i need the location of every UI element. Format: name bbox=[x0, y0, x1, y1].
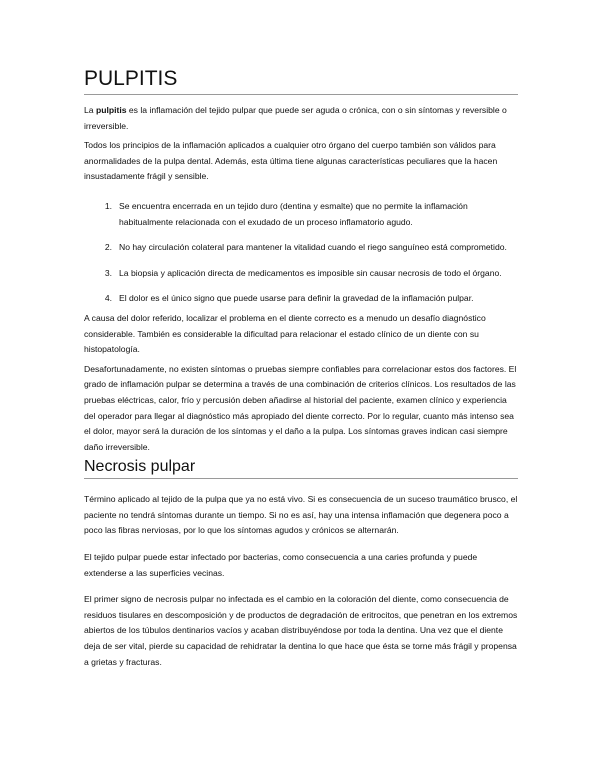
list-item bbox=[84, 266, 518, 282]
list-item bbox=[84, 291, 518, 307]
list-item-text: No hay circulación colateral para mantener la vitalidad cuando el riego sanguíneo está comprometido. bbox=[119, 242, 507, 253]
list-item-number: 4. bbox=[104, 293, 112, 304]
list-item-text: Se encuentra encerrada en un tejido duro (dentina y esmalte) que no permite la inflamación habitualmente relacionada con el exudado de un proceso inflamatorio agudo. bbox=[119, 200, 468, 227]
list-item-number: 3. bbox=[104, 267, 112, 278]
principles-paragraph: Todos los principios de la inflamación aplicados a cualquier otro órgano del cuerpo también son válidos para anormalidades de la pulpa dental. Además, esta última tiene algunas características peculiares que la hacen insustadamente frágil y sensible. bbox=[84, 140, 498, 182]
intro-bold-term: pulpitis bbox=[95, 105, 127, 115]
pain-paragraph: A causa del dolor referido, localizar el problema en el diente correcto es a menudo un desafío diagnóstico considerable. También es considerable la dificultad para relacionar el estado clínico de un diente con su histopatología. bbox=[84, 312, 486, 355]
intro-paragraph bbox=[84, 103, 518, 134]
intro-prefix: La bbox=[84, 105, 96, 115]
list-item-text: La biopsia y aplicación directa de medicamentos es imposible sin causar necrosis de todo el órgano. bbox=[119, 267, 502, 278]
intro-rest: es la inflamación del tejido pulpar que puede ser aguda o crónica, con o sin síntomas y reversible o irreversible. bbox=[84, 105, 507, 131]
document-page bbox=[84, 66, 518, 670]
list-item-text: El dolor es el único signo que puede usarse para definir la gravedad de la inflamación pulpar. bbox=[119, 293, 474, 304]
tests-paragraph: Desafortunadamente, no existen síntomas o pruebas siempre confiables para correlacionar estos dos factores. El grado de inflamación pulpar se determina a través de una combinación de criterios clínicos. Los resultados de las pruebas eléctricas, calor, frío y percusión deben añadirse al historial del paciente, examen clínico y experiencia del operador para llegar al diagnóstico más apropiado del diente correcto. Por lo regular, cuanto más intenso sea el dolor, mayor será la duración de los síntomas y el daño a la pulpa. Los síntomas graves indican casi siempre daño irreversible. bbox=[84, 363, 517, 452]
characteristics-list bbox=[84, 199, 518, 307]
necrosis-definition-paragraph: Término aplicado al tejido de la pulpa que ya no está vivo. Si es consecuencia de un suceso traumático brusco, el paciente no tendrá síntomas durante un tiempo. Si no es así, hay una intensa inflamación que degenera poco a poco las fibras nerviosas, por lo que los síntomas agudos y crónicos se alternarán. bbox=[84, 494, 518, 536]
page-title: PULPITIS bbox=[84, 66, 518, 95]
list-item bbox=[84, 240, 518, 256]
list-item bbox=[84, 199, 518, 230]
section-title-necrosis: Necrosis pulpar bbox=[84, 456, 518, 479]
first-sign-paragraph: El primer signo de necrosis pulpar no infectada es el cambio en la coloración del diente, como consecuencia de residuos tisulares en descomposición y de productos de degradación de eritrocitos, que penetran en los extremos abiertos de los túbulos dentinarios vacíos y acaban distribuyéndose por toda la dentina. Una vez que el diente deja de ser vital, pierde su capacidad de rehidratar la dentina lo que hace que ésta se torne más frágil y propensa a grietas y fracturas. bbox=[84, 594, 518, 667]
list-item-number: 1. bbox=[104, 200, 112, 211]
list-item-number: 2. bbox=[104, 242, 112, 253]
infected-paragraph: El tejido pulpar puede estar infectado por bacterias, como consecuencia a una caries profunda y puede extenderse a las superficies vecinas. bbox=[84, 552, 478, 578]
